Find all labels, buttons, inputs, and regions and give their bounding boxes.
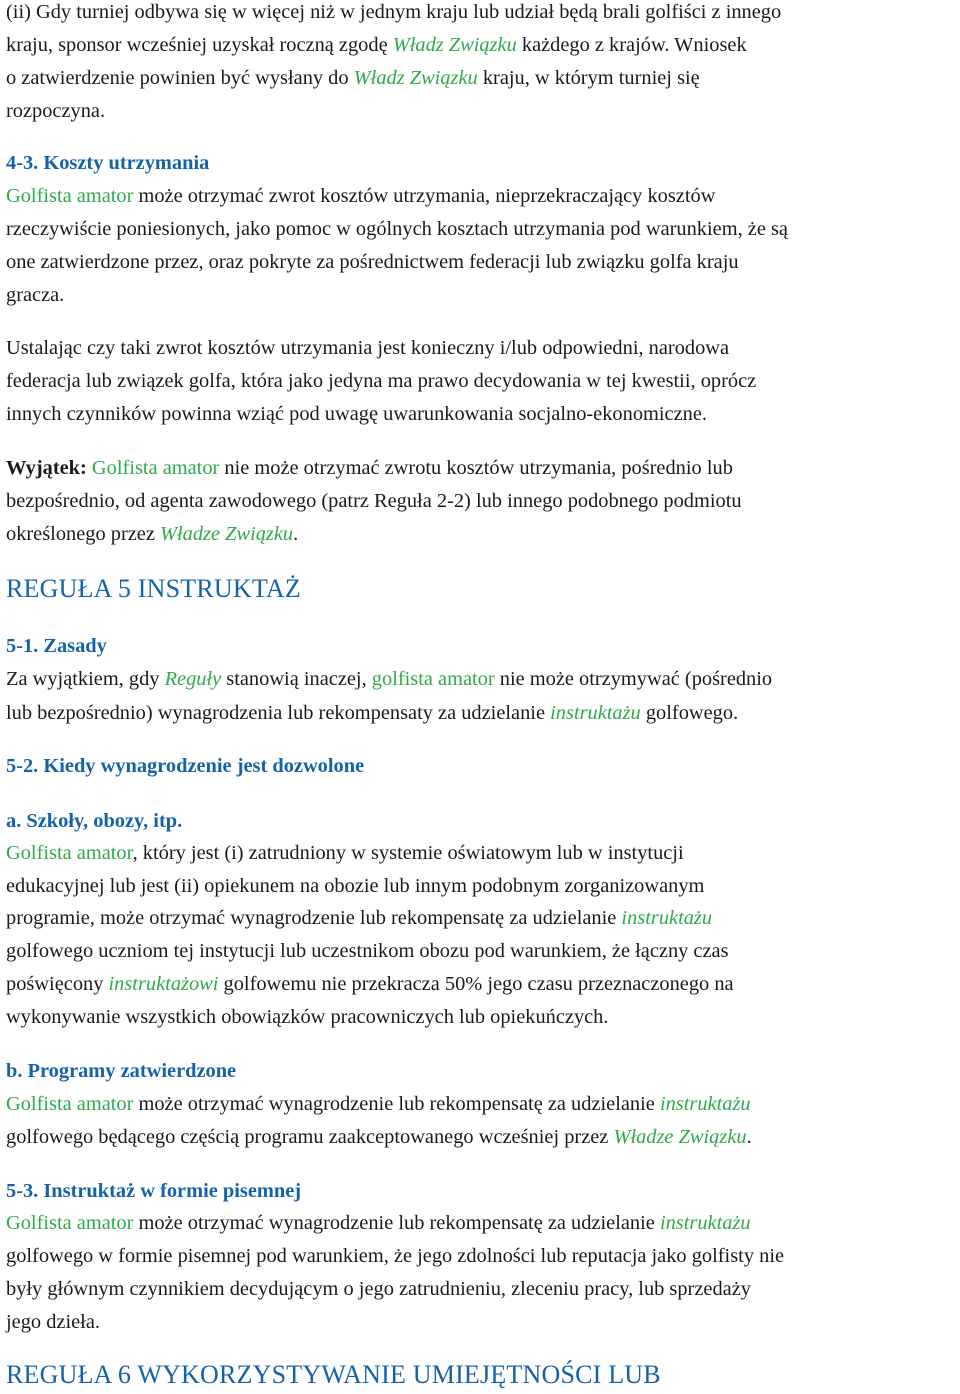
rule-heading: REGUŁA 6 WYKORZYSTYWANIE UMIEJĘTNOŚCI LUB [6,1360,661,1389]
text-line: Golfista amator może otrzymać wynagrodzenie lub rekompensatę za udzielanie instruktażu [6,1212,751,1234]
defined-term: Władze Związku [613,1126,747,1148]
defined-term: instruktażu [659,1212,751,1234]
defined-term: Golfista amator [6,185,134,207]
text-line: określonego przez Władze Związku. [6,523,299,545]
section-heading: 5-2. Kiedy wynagrodzenie jest dozwolone [6,755,365,777]
section-heading: 5-3. Instruktaż w formie pisemnej [6,1180,302,1202]
text-line: (ii) Gdy turniej odbywa się w więcej niż w jednym kraju lub udział będą brali golfiści z innego [6,1,782,23]
text-line: gracza. [6,284,65,306]
defined-term: instruktażu [621,907,713,929]
text-line: Wyjątek: Golfista amator nie może otrzymać zwrotu kosztów utrzymania, pośrednio lub [6,457,733,479]
text-line: były głównym czynnikiem decydującym o jego zatrudnieniu, zleceniu pracy, lub sprzedaży [6,1278,751,1300]
text-line: wykonywanie wszystkich obowiązków pracowniczych lub opiekuńczych. [6,1006,609,1028]
subsection-heading: b. Programy zatwierdzone [6,1060,237,1082]
text-line: Golfista amator może otrzymać zwrot kosztów utrzymania, nieprzekraczający kosztów [6,185,716,207]
text-line: federacja lub związek golfa, która jako jedyna ma prawo decydowania w tej kwestii, oprócz [6,370,757,392]
text-line: o zatwierdzenie powinien być wysłany do Władz Związku kraju, w którym turniej się [6,67,700,89]
text-line: bezpośrednio, od agenta zawodowego (patrz Reguła 2-2) lub innego podobnego podmiotu [6,490,742,512]
section-heading: 5-1. Zasady [6,635,107,657]
text-line: golfowego będącego częścią programu zaakceptowanego wcześniej przez Władze Związku. [6,1126,752,1148]
text-line: poświęcony instruktażowi golfowemu nie przekracza 50% jego czasu przeznaczonego na [6,973,734,995]
text-line: Golfista amator, który jest (i) zatrudniony w systemie oświatowym lub w instytucji [6,842,684,864]
text-line: kraju, sponsor wcześniej uzyskał roczną zgodę Władz Związku każdego z krajów. Wniosek [6,34,747,56]
text-line: Golfista amator może otrzymać wynagrodzenie lub rekompensatę za udzielanie instruktażu [6,1093,751,1115]
defined-term: Golfista amator [6,1212,134,1234]
defined-term: Golfista amator [6,1093,134,1115]
defined-term: Władze Związku [160,523,294,545]
text-line: programie, może otrzymać wynagrodzenie lub rekompensatę za udzielanie instruktażu [6,907,713,929]
text-line: golfowego uczniom tej instytucji lub uczestnikom obozu pod warunkiem, że łączny czas [6,940,729,962]
text-line: one zatwierdzone przez, oraz pokryte za pośrednictwem federacji lub związku golfa kraju [6,251,739,273]
text-line: Ustalając czy taki zwrot kosztów utrzymania jest konieczny i/lub odpowiedni, narodowa [6,337,730,359]
text-line: rozpoczyna. [6,100,106,122]
defined-term: golfista amator [371,668,495,690]
defined-term: Reguły [164,668,222,690]
text-line: Za wyjątkiem, gdy Reguły stanowią inaczej, golfista amator nie może otrzymywać (pośrednio [6,668,773,690]
defined-term: Władz Związku [353,67,478,89]
rule-heading: REGUŁA 5 INSTRUKTAŻ [6,574,301,603]
text-line: jego dzieła. [6,1311,100,1333]
subsection-heading: a. Szkoły, obozy, itp. [6,810,183,832]
text-line: edukacyjnej lub jest (ii) opiekunem na obozie lub innym podobnym zorganizowanym [6,875,705,897]
defined-term: Golfista amator [6,842,133,864]
defined-term: instruktażowi [108,973,219,995]
defined-term: Władz Związku [392,34,517,56]
defined-term: instruktażu [659,1093,751,1115]
defined-term: Golfista amator [91,457,220,479]
text-line: lub bezpośrednio) wynagrodzenia lub rekompensaty za udzielanie instruktażu golfowego. [6,702,739,724]
text-line: innych czynników powinna wziąć pod uwagę uwarunkowania socjalno-ekonomiczne. [6,403,707,425]
section-heading: 4-3. Koszty utrzymania [6,152,210,174]
exception-label: Wyjątek: [6,457,87,479]
text-line: rzeczywiście poniesionych, jako pomoc w ogólnych kosztach utrzymania pod warunkiem, że są [6,218,788,240]
text-line: golfowego w formie pisemnej pod warunkiem, że jego zdolności lub reputacja jako golfisty nie [6,1245,785,1267]
defined-term: instruktażu [550,702,641,724]
